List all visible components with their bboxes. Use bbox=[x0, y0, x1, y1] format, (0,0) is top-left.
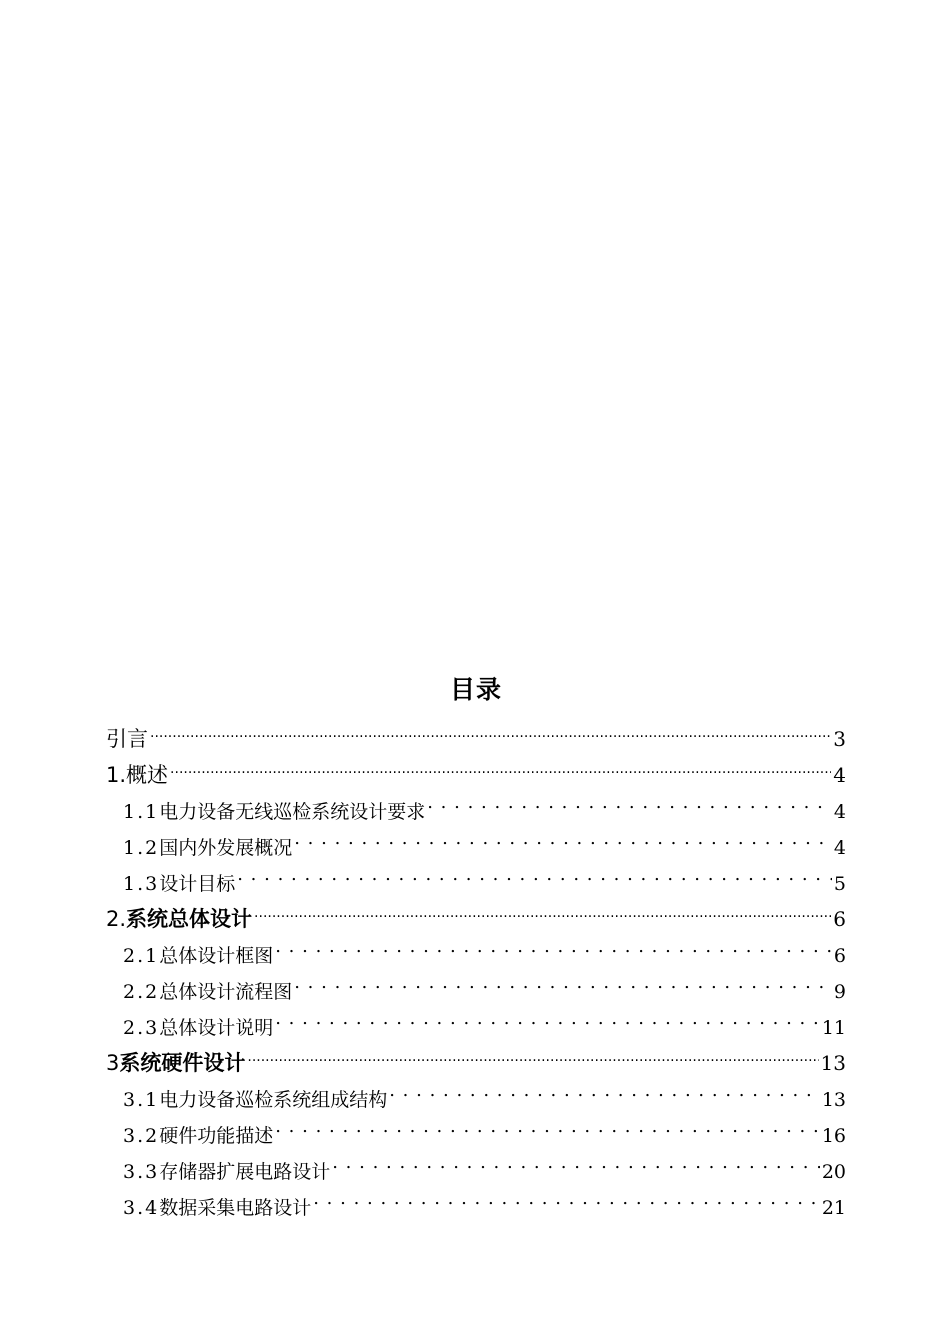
toc-entry-number: 3.2 bbox=[123, 1125, 160, 1147]
toc-entry-page-number: 9 bbox=[833, 981, 846, 1003]
toc-entry-page-number: 6 bbox=[833, 907, 846, 931]
toc-entry-page-number: 20 bbox=[821, 1161, 846, 1183]
toc-entry-page-number: 13 bbox=[820, 1051, 846, 1075]
toc-entry-title: 存储器扩展电路设计 bbox=[159, 1161, 331, 1183]
toc-entry-title: 数据采集电路设计 bbox=[159, 1197, 312, 1219]
toc-dot-leader bbox=[389, 1070, 820, 1106]
toc-dot-leader bbox=[294, 962, 832, 998]
toc-entry-number: 2.1 bbox=[123, 945, 160, 967]
toc-entry-number: 1. bbox=[106, 763, 127, 787]
toc-entry-title: 国内外发展概况 bbox=[159, 837, 293, 859]
toc-dot-leader bbox=[313, 1178, 820, 1214]
toc-entry-title: 设计目标 bbox=[159, 873, 236, 895]
toc-dot-leader bbox=[237, 854, 832, 890]
toc-entry-number: 2. bbox=[106, 907, 127, 931]
toc-title: 目录 bbox=[449, 675, 502, 704]
toc-entry-number: 2.2 bbox=[123, 981, 160, 1003]
toc-entry-page-number: 5 bbox=[833, 873, 846, 895]
toc-entry-number: 3.4 bbox=[123, 1197, 160, 1219]
toc-dot-leader bbox=[254, 890, 831, 926]
toc-entry-number: 1.3 bbox=[123, 873, 160, 895]
toc-entry-title: 电力设备巡检系统组成结构 bbox=[159, 1089, 388, 1111]
toc-dot-leader bbox=[332, 1142, 820, 1178]
toc-dot-leader bbox=[294, 818, 832, 854]
toc-dot-leader bbox=[427, 782, 832, 818]
toc-entry-title: 电力设备无线巡检系统设计要求 bbox=[159, 801, 426, 823]
toc-dot-leader bbox=[150, 710, 831, 746]
toc-entry-number: 3.3 bbox=[123, 1161, 160, 1183]
toc-dot-leader bbox=[247, 1034, 818, 1070]
toc-dot-leader bbox=[275, 998, 820, 1034]
toc-entry[interactable] bbox=[106, 710, 846, 751]
toc-dot-leader bbox=[170, 746, 831, 782]
toc-entry-title: 总体设计说明 bbox=[159, 1017, 274, 1039]
toc-entry-page-number: 4 bbox=[833, 763, 846, 787]
toc-entry-title: 总体设计框图 bbox=[159, 945, 274, 967]
toc-entry-title: 引言 bbox=[106, 727, 148, 751]
toc-entry-title: 硬件功能描述 bbox=[159, 1125, 274, 1147]
toc-entry[interactable] bbox=[106, 746, 846, 787]
toc-entry-page-number: 4 bbox=[833, 837, 846, 859]
toc-dot-leader bbox=[275, 926, 832, 962]
toc-entry-number: 2.3 bbox=[123, 1017, 160, 1039]
toc-entry-number: 3 bbox=[106, 1051, 120, 1075]
toc-entry-number: 1.1 bbox=[123, 801, 160, 823]
toc-entry-page-number: 3 bbox=[833, 727, 846, 751]
toc-entry-page-number: 21 bbox=[821, 1197, 846, 1219]
toc-entry-page-number: 6 bbox=[833, 945, 846, 967]
toc-entry-page-number: 11 bbox=[821, 1017, 846, 1039]
toc-list bbox=[106, 710, 846, 1219]
toc-entry-title: 概述 bbox=[126, 763, 169, 787]
toc-entry-number: 3.1 bbox=[123, 1089, 160, 1111]
toc-dot-leader bbox=[275, 1106, 820, 1142]
toc-entry-title: 系统总体设计 bbox=[126, 907, 253, 931]
toc-entry-title: 系统硬件设计 bbox=[119, 1051, 246, 1075]
toc-entry-title: 总体设计流程图 bbox=[159, 981, 293, 1003]
toc-entry-number: 1.2 bbox=[123, 837, 160, 859]
toc-entry-page-number: 16 bbox=[821, 1125, 846, 1147]
toc-entry-page-number: 4 bbox=[833, 801, 846, 823]
toc-entry[interactable] bbox=[106, 782, 846, 823]
toc-entry-page-number: 13 bbox=[821, 1089, 846, 1111]
